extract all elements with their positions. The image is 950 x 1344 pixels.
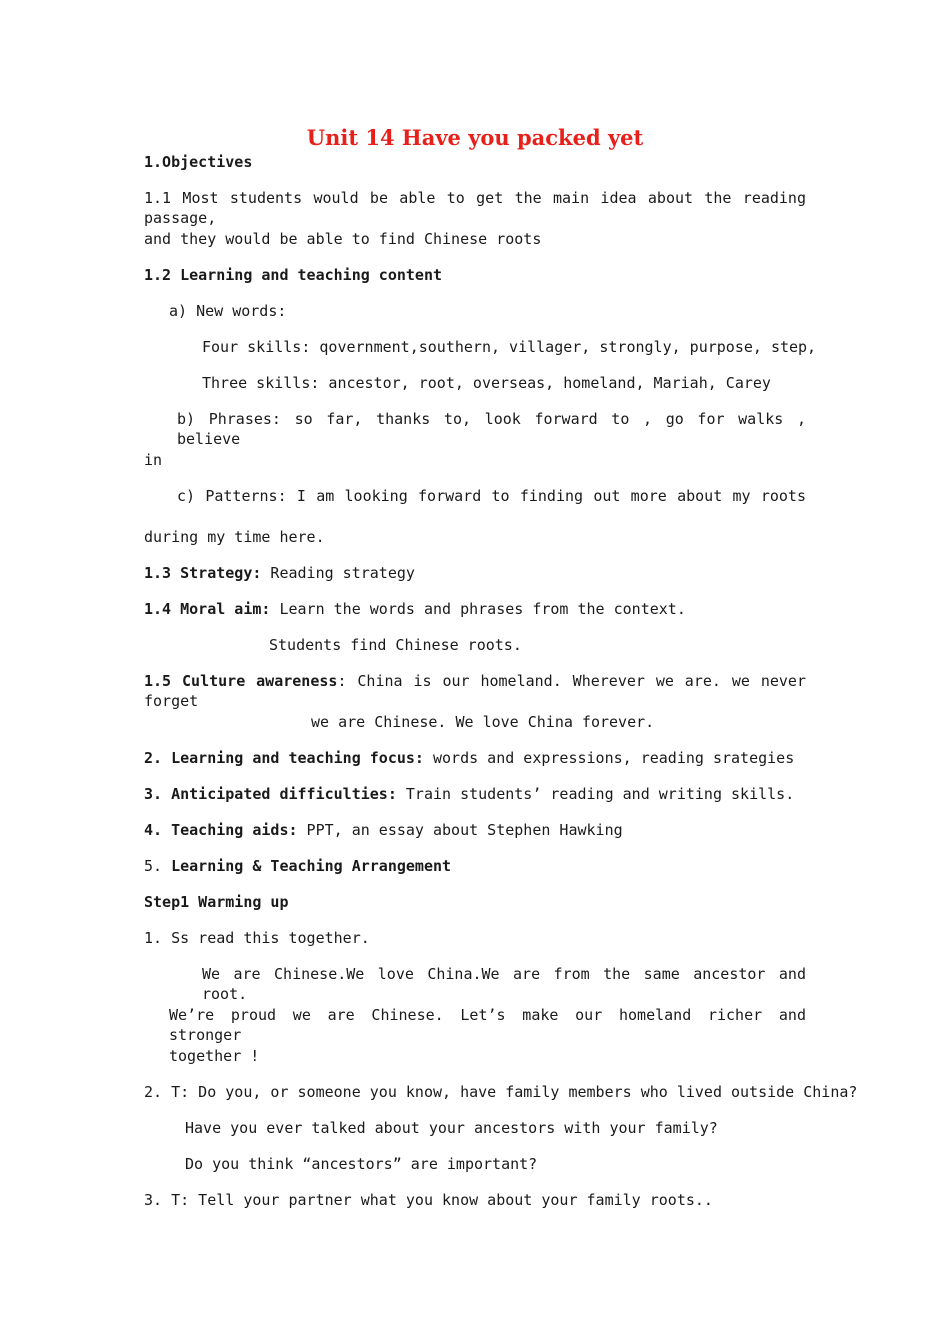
arrangement-line: [144, 856, 806, 876]
moral-line: [144, 599, 806, 619]
arrangement-number: 5.: [144, 857, 172, 875]
moral-text: Learn the words and phrases from the context.: [270, 600, 686, 618]
step1-item2-line1: 2. T: Do you, or someone you know, have family members who lived outside China?: [144, 1083, 858, 1101]
step1-heading: Step1 Warming up: [144, 893, 289, 911]
three-skills-line: Three skills: ancestor, root, overseas, homeland, Mariah, Carey: [202, 374, 771, 392]
difficulties-label: 3. Anticipated difficulties:: [144, 785, 397, 803]
moral-line2: Students find Chinese roots.: [269, 636, 522, 654]
step1-item1: 1. Ss read this together.: [144, 929, 370, 947]
culture-label: 1.5 Culture awareness: [144, 672, 338, 690]
focus-label: 2. Learning and teaching focus:: [144, 749, 424, 767]
document-title: Unit 14 Have you packed yet: [306, 125, 644, 150]
objective-1-1-line1: 1.1 Most students would be able to get the main idea about the reading passage,: [144, 189, 806, 227]
aids-line: [144, 820, 806, 840]
aids-label: 4. Teaching aids:: [144, 821, 298, 839]
four-skills-line: Four skills: qovernment,southern, villager, strongly, purpose, step,: [202, 338, 817, 356]
difficulties-line: [144, 784, 806, 804]
step1-quote-line1: We are Chinese.We love China.We are from the same ancestor and root.: [202, 965, 806, 1003]
strategy-label: 1.3 Strategy:: [144, 564, 262, 582]
arrangement-label: Learning & Teaching Arrangement: [171, 857, 452, 875]
step1-quote-line3: together !: [169, 1047, 260, 1065]
content-b-line2: in: [144, 451, 163, 469]
content-c-line1: c) Patterns: I am looking forward to finding out more about my roots: [177, 487, 806, 505]
focus-text: words and expressions, reading srategies: [423, 749, 795, 767]
step1-item2-line3: Do you think “ancestors” are important?: [185, 1155, 538, 1173]
content-a-label: a) New words:: [169, 302, 287, 320]
aids-text: PPT, an essay about Stephen Hawking: [297, 821, 623, 839]
content-c-line2: during my time here.: [144, 528, 325, 546]
culture-line: [144, 671, 806, 711]
difficulties-text: Train students’ reading and writing skills.: [396, 785, 795, 803]
strategy-line: [144, 563, 806, 583]
step1-item3: 3. T: Tell your partner what you know about your family roots..: [144, 1191, 713, 1209]
moral-label: 1.4 Moral aim:: [144, 600, 271, 618]
focus-line: [144, 748, 806, 768]
culture-text: : China is our homeland. Wherever we are. we never forget: [144, 672, 806, 710]
strategy-text: Reading strategy: [261, 564, 415, 582]
content-b-line1: b) Phrases: so far, thanks to, look forward to , go for walks , believe: [177, 410, 806, 448]
step1-item2-line2: Have you ever talked about your ancestors with your family?: [185, 1119, 718, 1137]
objective-1-1-line2: and they would be able to find Chinese roots: [144, 230, 542, 248]
step1-quote-line2: We’re proud we are Chinese. Let’s make our homeland richer and stronger: [169, 1006, 806, 1044]
objectives-heading: 1.Objectives: [144, 153, 253, 171]
section-1-2-heading: 1.2 Learning and teaching content: [144, 266, 443, 284]
culture-line2: we are Chinese. We love China forever.: [311, 713, 655, 731]
